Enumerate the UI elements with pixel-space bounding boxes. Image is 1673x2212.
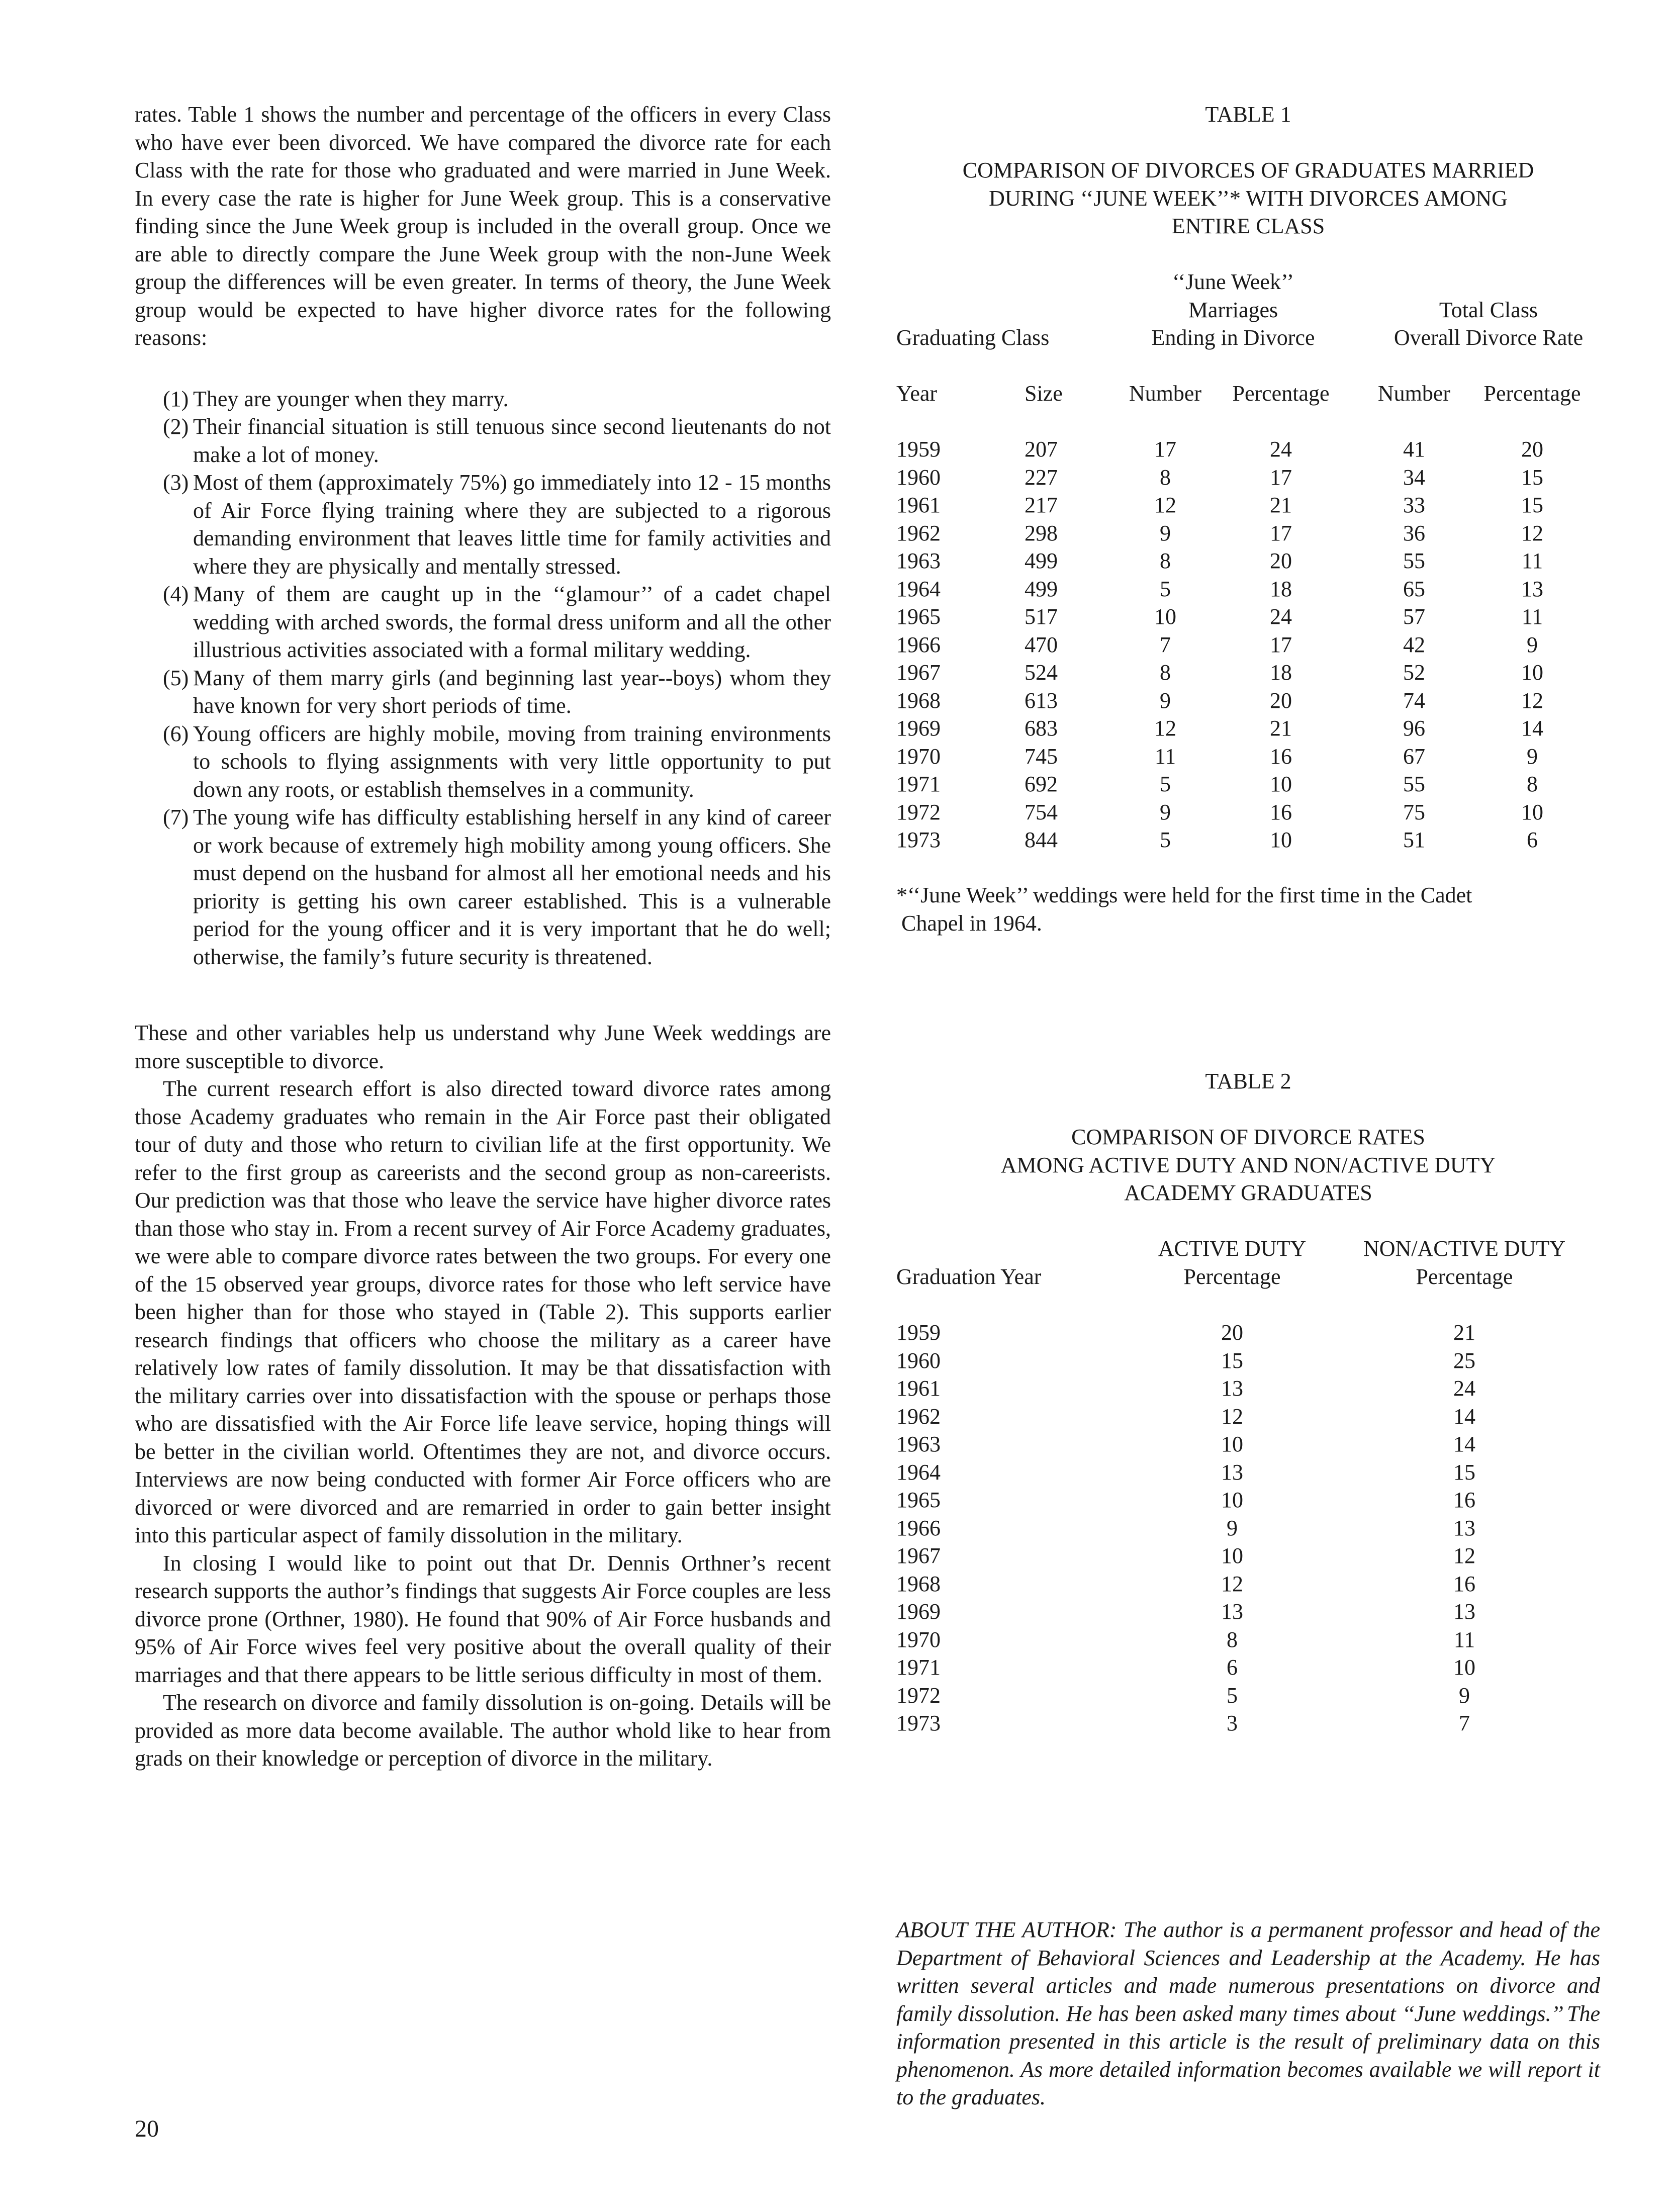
paragraph-research: The current research effort is also directed toward divorce rates among those Academy graduates who remain in the Air Force past their obligated tour of duty and those who return to civilian life at the first opportunity. We refer to the first group as careerists and the second group as non-careerists. Our prediction was that those who leave the service have higher divorce rates than those who stay in. From a recent survey of Air Force Academy graduates, we were able to compare divorce rates between the two groups. For every one of the 15 observed year groups, divorce rates for those who left service have been higher than for those who stayed in (Table 2). This supports earlier research findings that officers who choose the military as a career have relatively low rates of family dissolution. It may be that dissatisfaction with the military carries over into dissatisfaction with the spouse or perhaps those who are dissatisfied with the Air Force life leave service, hoping things will be better in the civilian world. Oftentimes they are not, and divorce occurs. Interviews are now being conducted with former Air Force officers who are divorced or were divorced and are remarried in order to gain better insight into this particular aspect of family dissolution in the military. <box>135 1076 831 1547</box>
table1-cell-tc-percentage: 12 <box>1521 520 1543 545</box>
reason-number: (7) <box>163 805 189 829</box>
table2-cell-non-active: 13 <box>1453 1515 1475 1540</box>
reason-number: (6) <box>163 721 189 746</box>
table1-cell-jw-percentage: 21 <box>1270 716 1292 741</box>
reason-text: Many of them marry girls (and beginning last year--boys) whom they have known for very short periods of time. <box>193 665 831 718</box>
table1-footnote <box>896 881 1600 937</box>
table1-cell-size: 844 <box>1025 827 1058 852</box>
table-row <box>896 826 1600 854</box>
table2-cell-active: 10 <box>1221 1488 1243 1512</box>
table1-cell-year: 1966 <box>896 632 941 657</box>
table2-cell-year: 1966 <box>896 1515 941 1540</box>
reason-number: (5) <box>163 665 189 690</box>
table1-cell-tc-percentage: 9 <box>1527 744 1538 769</box>
table1-cell-tc-number: 55 <box>1403 772 1425 796</box>
table1-cell-tc-percentage: 6 <box>1527 827 1538 852</box>
reason-number: (4) <box>163 582 189 606</box>
table1-cell-jw-percentage: 17 <box>1270 632 1292 657</box>
table1-cell-jw-number: 8 <box>1160 465 1171 490</box>
table1-cell-jw-percentage: 20 <box>1270 688 1292 713</box>
table1-group-june-week: Marriages <box>1188 297 1278 322</box>
table1-cell-tc-number: 96 <box>1403 716 1425 741</box>
table1-cell-year: 1960 <box>896 465 941 490</box>
table1-cell-jw-percentage: 20 <box>1270 548 1292 573</box>
table1-cell-tc-percentage: 8 <box>1527 772 1538 796</box>
table1-cell-tc-percentage: 13 <box>1521 576 1543 601</box>
table1-cell-size: 692 <box>1025 772 1058 796</box>
table1-cell-jw-number: 11 <box>1154 744 1176 769</box>
table1-cell-size: 298 <box>1025 520 1058 545</box>
table2-col-active-percentage: Percentage <box>1183 1264 1281 1289</box>
table1-cell-tc-number: 67 <box>1403 744 1425 769</box>
reason-text: Young officers are highly mobile, moving from training environments to schools to flying assignments with very little opportunity to put down any roots, or establish themselves in a community. <box>193 721 831 802</box>
table1-cell-jw-number: 9 <box>1160 688 1171 713</box>
table-row <box>896 1458 1600 1487</box>
table1-cell-jw-percentage: 10 <box>1270 772 1292 796</box>
table2-title-line: AMONG ACTIVE DUTY AND NON/ACTIVE DUTY <box>1000 1152 1496 1177</box>
table2-cell-active: 12 <box>1221 1404 1243 1429</box>
table1-label: TABLE 1 <box>1205 102 1291 127</box>
table1-cell-tc-percentage: 11 <box>1521 548 1543 573</box>
table2-cell-active: 5 <box>1227 1683 1238 1708</box>
table1-cell-jw-percentage: 18 <box>1270 660 1292 685</box>
table1-group-june-week: Ending in Divorce <box>1151 325 1315 350</box>
table-row <box>896 519 1600 547</box>
paragraph-variables: These and other variables help us understand why June Week weddings are more susceptible to divorce. <box>135 1021 831 1073</box>
table1-cell-year: 1972 <box>896 799 941 824</box>
reason-text: Many of them are caught up in the ‘‘glamour’’ of a cadet chapel wedding with arched swords, the formal dress uniform and all the other illustrious activities associated with a formal military wedding. <box>193 582 831 662</box>
table1-cell-tc-number: 52 <box>1403 660 1425 685</box>
table1-cell-jw-percentage: 24 <box>1270 437 1292 462</box>
table1-cell-tc-number: 42 <box>1403 632 1425 657</box>
table1 <box>896 101 1600 854</box>
table1-footnote-line: Chapel in 1964. <box>901 910 1042 936</box>
table-row <box>896 659 1600 687</box>
table2-cell-non-active: 14 <box>1453 1432 1475 1456</box>
table1-col-tc-number: Number <box>1377 381 1451 406</box>
table1-cell-size: 613 <box>1025 688 1058 713</box>
table2-cell-year: 1961 <box>896 1376 941 1401</box>
table-row <box>896 631 1600 659</box>
table1-cell-jw-number: 12 <box>1154 716 1176 741</box>
table2-cell-active: 8 <box>1227 1627 1238 1652</box>
table2-col-non-active-duty: NON/ACTIVE DUTY <box>1363 1236 1566 1261</box>
table1-cell-size: 499 <box>1025 576 1058 601</box>
intro-paragraph: rates. Table 1 shows the number and percentage of the officers in every Class who have ever been divorced. We have compared the divorce rate for each Class with the rate for those who graduated and were married in June Week. In every case the rate is higher for June Week group. This is a conservative finding since the June Week group is included in the overall group. Once we are able to directly compare the June Week group with the non-June Week group the differences will be even greater. In terms of theory, the June Week group would be expected to have higher divorce rates for the following reasons: <box>135 102 831 350</box>
table1-cell-jw-number: 10 <box>1154 604 1176 629</box>
table-row <box>896 1542 1600 1570</box>
table2-cell-non-active: 13 <box>1453 1599 1475 1624</box>
table1-cell-tc-number: 57 <box>1403 604 1425 629</box>
table1-cell-tc-percentage: 11 <box>1521 604 1543 629</box>
table1-cell-jw-number: 17 <box>1154 437 1176 462</box>
table1-col-jw-percentage: Percentage <box>1232 381 1330 406</box>
table2-cell-active: 20 <box>1221 1320 1243 1345</box>
table-row <box>896 770 1600 798</box>
table1-cell-tc-number: 51 <box>1403 827 1425 852</box>
table1-header <box>896 268 1600 408</box>
table1-cell-jw-number: 5 <box>1160 576 1171 601</box>
table1-cell-tc-percentage: 10 <box>1521 799 1543 824</box>
table1-cell-tc-number: 75 <box>1403 799 1425 824</box>
table2-col-non-active-percentage: Percentage <box>1416 1264 1513 1289</box>
table1-cell-jw-percentage: 21 <box>1270 493 1292 517</box>
table2-col-graduation-year: Graduation Year <box>896 1264 1042 1289</box>
table2-title <box>896 1123 1600 1207</box>
table1-cell-jw-number: 9 <box>1160 799 1171 824</box>
table2-body <box>896 1319 1600 1737</box>
table2-cell-active: 12 <box>1221 1571 1243 1596</box>
table1-title-line: COMPARISON OF DIVORCES OF GRADUATES MARRIED <box>962 158 1534 182</box>
table1-cell-size: 524 <box>1025 660 1058 685</box>
table2-cell-year: 1965 <box>896 1488 941 1512</box>
table2-cell-non-active: 16 <box>1453 1488 1475 1512</box>
table2-title-line: ACADEMY GRADUATES <box>1124 1180 1372 1205</box>
table2-cell-non-active: 14 <box>1453 1404 1475 1429</box>
reasons-list <box>135 385 831 971</box>
reason-item <box>163 803 831 971</box>
table1-cell-year: 1961 <box>896 493 941 517</box>
table1-cell-tc-number: 55 <box>1403 548 1425 573</box>
table-row <box>896 1570 1600 1598</box>
table1-col-size: Size <box>1025 381 1063 406</box>
table2-label: TABLE 2 <box>1205 1069 1291 1093</box>
table2-cell-non-active: 15 <box>1453 1459 1475 1485</box>
table1-cell-size: 745 <box>1025 744 1058 769</box>
table-row <box>896 1430 1600 1458</box>
table1-cell-tc-number: 74 <box>1403 688 1425 713</box>
table1-cell-jw-percentage: 10 <box>1270 827 1292 852</box>
table2-cell-active: 9 <box>1227 1515 1238 1540</box>
table1-cell-tc-percentage: 15 <box>1521 493 1543 517</box>
table1-title-line: DURING ‘‘JUNE WEEK’’* WITH DIVORCES AMONG <box>989 186 1508 211</box>
table-row <box>896 603 1600 631</box>
table1-cell-jw-number: 7 <box>1160 632 1171 657</box>
table1-cell-tc-number: 34 <box>1403 465 1425 490</box>
table1-body <box>896 435 1600 854</box>
about-the-author: ABOUT THE AUTHOR: The author is a permanent professor and head of the Department of Behavioral Sciences and Leadership at the Academy. He has written several articles and made numerous presentations on divorce and family dissolution. He has been asked many times about ‘‘June weddings.’’ The information presented in this article is the result of preliminary data on this phenomenon. As more detailed information becomes available we will report it to the graduates. <box>896 1917 1600 2109</box>
table1-group-total-class: Overall Divorce Rate <box>1393 325 1584 350</box>
table2-cell-year: 1963 <box>896 1432 941 1456</box>
table1-cell-size: 207 <box>1025 437 1058 462</box>
table-row <box>896 1682 1600 1710</box>
table-row <box>896 687 1600 715</box>
reason-text: Most of them (approximately 75%) go immediately into 12 - 15 months of Air Force flying training where they are subjected to a rigorous demanding environment that leaves little time for family activities and where they are physically and mentally stressed. <box>193 470 831 579</box>
table1-cell-tc-number: 33 <box>1403 493 1425 517</box>
table2-cell-year: 1960 <box>896 1348 941 1373</box>
table1-cell-size: 517 <box>1025 604 1058 629</box>
table2-cell-active: 3 <box>1227 1711 1238 1735</box>
table2-header <box>896 1235 1600 1291</box>
table-row <box>896 714 1600 743</box>
table2-cell-non-active: 10 <box>1453 1655 1475 1680</box>
table2-cell-year: 1971 <box>896 1655 941 1680</box>
reason-text: Their financial situation is still tenuous since second lieutenants do not make a lot of money. <box>193 414 831 467</box>
table1-title-line: ENTIRE CLASS <box>1171 214 1325 238</box>
table1-cell-jw-number: 9 <box>1160 520 1171 545</box>
reason-item <box>163 720 831 804</box>
table2-cell-non-active: 25 <box>1453 1348 1475 1373</box>
table-row <box>896 575 1600 603</box>
table1-cell-tc-percentage: 12 <box>1521 688 1543 713</box>
table1-cell-size: 683 <box>1025 716 1058 741</box>
table2-cell-year: 1969 <box>896 1599 941 1624</box>
table-row <box>896 491 1600 519</box>
table1-group-graduating-class: Graduating Class <box>896 325 1050 350</box>
table1-cell-jw-number: 12 <box>1154 493 1176 517</box>
table2-cell-non-active: 11 <box>1453 1627 1475 1652</box>
table1-cell-size: 470 <box>1025 632 1058 657</box>
table-row <box>896 743 1600 771</box>
table1-col-jw-number: Number <box>1129 381 1202 406</box>
table2-cell-year: 1968 <box>896 1571 941 1596</box>
table1-cell-tc-percentage: 9 <box>1527 632 1538 657</box>
table-row <box>896 1347 1600 1375</box>
table1-cell-year: 1963 <box>896 548 941 573</box>
reason-text: The young wife has difficulty establishing herself in any kind of career or work because of extremely high mobility among young officers. She must depend on the husband for almost all her emotional needs and his priority is getting his own career established. This is a vulnerable period for the young officer and it is very important that he do well; otherwise, the family’s future security is threatened. <box>193 805 831 969</box>
table1-title <box>896 156 1600 240</box>
paragraph-closing: In closing I would like to point out that Dr. Dennis Orthner’s recent research supports the author’s findings that suggests Air Force couples are less divorce prone (Orthner, 1980). He found that 90% of Air Force husbands and 95% of Air Force wives feel very positive about the overall quality of their marriages and that there appears to be little serious difficulty in most of them. <box>135 1550 831 1687</box>
table2-cell-year: 1964 <box>896 1459 941 1485</box>
table-row <box>896 1626 1600 1654</box>
table2-cell-year: 1970 <box>896 1627 941 1652</box>
reason-item <box>163 469 831 580</box>
table1-cell-size: 217 <box>1025 493 1058 517</box>
table1-cell-tc-percentage: 15 <box>1521 465 1543 490</box>
table1-cell-jw-percentage: 16 <box>1270 799 1292 824</box>
table2-cell-year: 1973 <box>896 1711 941 1735</box>
table1-cell-year: 1962 <box>896 520 941 545</box>
table1-cell-jw-percentage: 18 <box>1270 576 1292 601</box>
table2-cell-active: 13 <box>1221 1376 1243 1401</box>
table-row <box>896 1598 1600 1626</box>
table2-cell-non-active: 16 <box>1453 1571 1475 1596</box>
table-row <box>896 464 1600 492</box>
table1-cell-year: 1969 <box>896 716 941 741</box>
table1-cell-year: 1967 <box>896 660 941 685</box>
table-row <box>896 1514 1600 1542</box>
table1-cell-year: 1965 <box>896 604 941 629</box>
table-row <box>896 547 1600 575</box>
reason-number: (3) <box>163 470 189 495</box>
table2-cell-non-active: 12 <box>1453 1543 1475 1568</box>
table-row <box>896 1319 1600 1347</box>
table1-cell-tc-percentage: 20 <box>1521 437 1543 462</box>
table2-cell-year: 1972 <box>896 1683 941 1708</box>
table1-col-tc-percentage: Percentage <box>1483 381 1581 406</box>
reason-text: They are younger when they marry. <box>193 386 509 411</box>
table2-cell-active: 6 <box>1227 1655 1238 1680</box>
page-number: 20 <box>135 2115 159 2142</box>
table1-group-total-class: Total Class <box>1439 297 1538 322</box>
table1-cell-jw-percentage: 16 <box>1270 744 1292 769</box>
table1-cell-jw-number: 5 <box>1160 772 1171 796</box>
table2-cell-non-active: 7 <box>1459 1711 1470 1735</box>
table2-cell-non-active: 24 <box>1453 1376 1475 1401</box>
table1-cell-tc-percentage: 14 <box>1521 716 1543 741</box>
table2-cell-year: 1962 <box>896 1404 941 1429</box>
table-row <box>896 1709 1600 1737</box>
table2-cell-non-active: 21 <box>1453 1320 1475 1345</box>
table2-cell-active: 10 <box>1221 1543 1243 1568</box>
table1-col-year: Year <box>896 381 938 406</box>
table2-cell-year: 1959 <box>896 1320 941 1345</box>
table1-cell-jw-number: 8 <box>1160 548 1171 573</box>
reason-number: (2) <box>163 414 189 439</box>
table2-cell-active: 13 <box>1221 1599 1243 1624</box>
table1-cell-jw-percentage: 17 <box>1270 465 1292 490</box>
table1-group-june-week: ‘‘June Week’’ <box>1172 269 1294 294</box>
table1-cell-year: 1971 <box>896 772 941 796</box>
table1-cell-year: 1970 <box>896 744 941 769</box>
table-row <box>896 1486 1600 1514</box>
table1-footnote-line: *‘‘June Week’’ weddings were held for the first time in the Cadet <box>896 883 1472 907</box>
table1-cell-tc-number: 41 <box>1403 437 1425 462</box>
table1-cell-jw-number: 8 <box>1160 660 1171 685</box>
table1-cell-jw-percentage: 24 <box>1270 604 1292 629</box>
table2-col-active-duty: ACTIVE DUTY <box>1158 1236 1307 1261</box>
table-row <box>896 435 1600 464</box>
reason-number: (1) <box>163 386 189 411</box>
table1-cell-tc-number: 36 <box>1403 520 1425 545</box>
table-row <box>896 1403 1600 1431</box>
table1-cell-size: 227 <box>1025 465 1058 490</box>
table2-cell-active: 15 <box>1221 1348 1243 1373</box>
table1-cell-tc-percentage: 10 <box>1521 660 1543 685</box>
table2-cell-active: 10 <box>1221 1432 1243 1456</box>
table2-title-line: COMPARISON OF DIVORCE RATES <box>1071 1125 1425 1149</box>
table1-cell-year: 1964 <box>896 576 941 601</box>
article-left-column <box>135 101 831 1773</box>
table1-cell-year: 1959 <box>896 437 941 462</box>
table1-cell-jw-number: 5 <box>1160 827 1171 852</box>
reason-item <box>163 385 831 413</box>
table2-cell-year: 1967 <box>896 1543 941 1568</box>
table1-cell-size: 499 <box>1025 548 1058 573</box>
table1-cell-year: 1973 <box>896 827 941 852</box>
table2-cell-active: 13 <box>1221 1459 1243 1485</box>
paragraph-final: The research on divorce and family dissolution is on-going. Details will be provided as more data become available. The author whold like to hear from grads on their knowledge or perception of divorce in the military. <box>135 1690 831 1771</box>
reason-item <box>163 664 831 720</box>
table-row <box>896 1374 1600 1403</box>
table1-cell-jw-percentage: 17 <box>1270 520 1292 545</box>
table-row <box>896 798 1600 826</box>
reason-item <box>163 413 831 469</box>
table1-cell-tc-number: 65 <box>1403 576 1425 601</box>
reason-item <box>163 580 831 664</box>
table-row <box>896 1653 1600 1682</box>
table2-cell-non-active: 9 <box>1459 1683 1470 1708</box>
table1-cell-year: 1968 <box>896 688 941 713</box>
table1-cell-size: 754 <box>1025 799 1058 824</box>
